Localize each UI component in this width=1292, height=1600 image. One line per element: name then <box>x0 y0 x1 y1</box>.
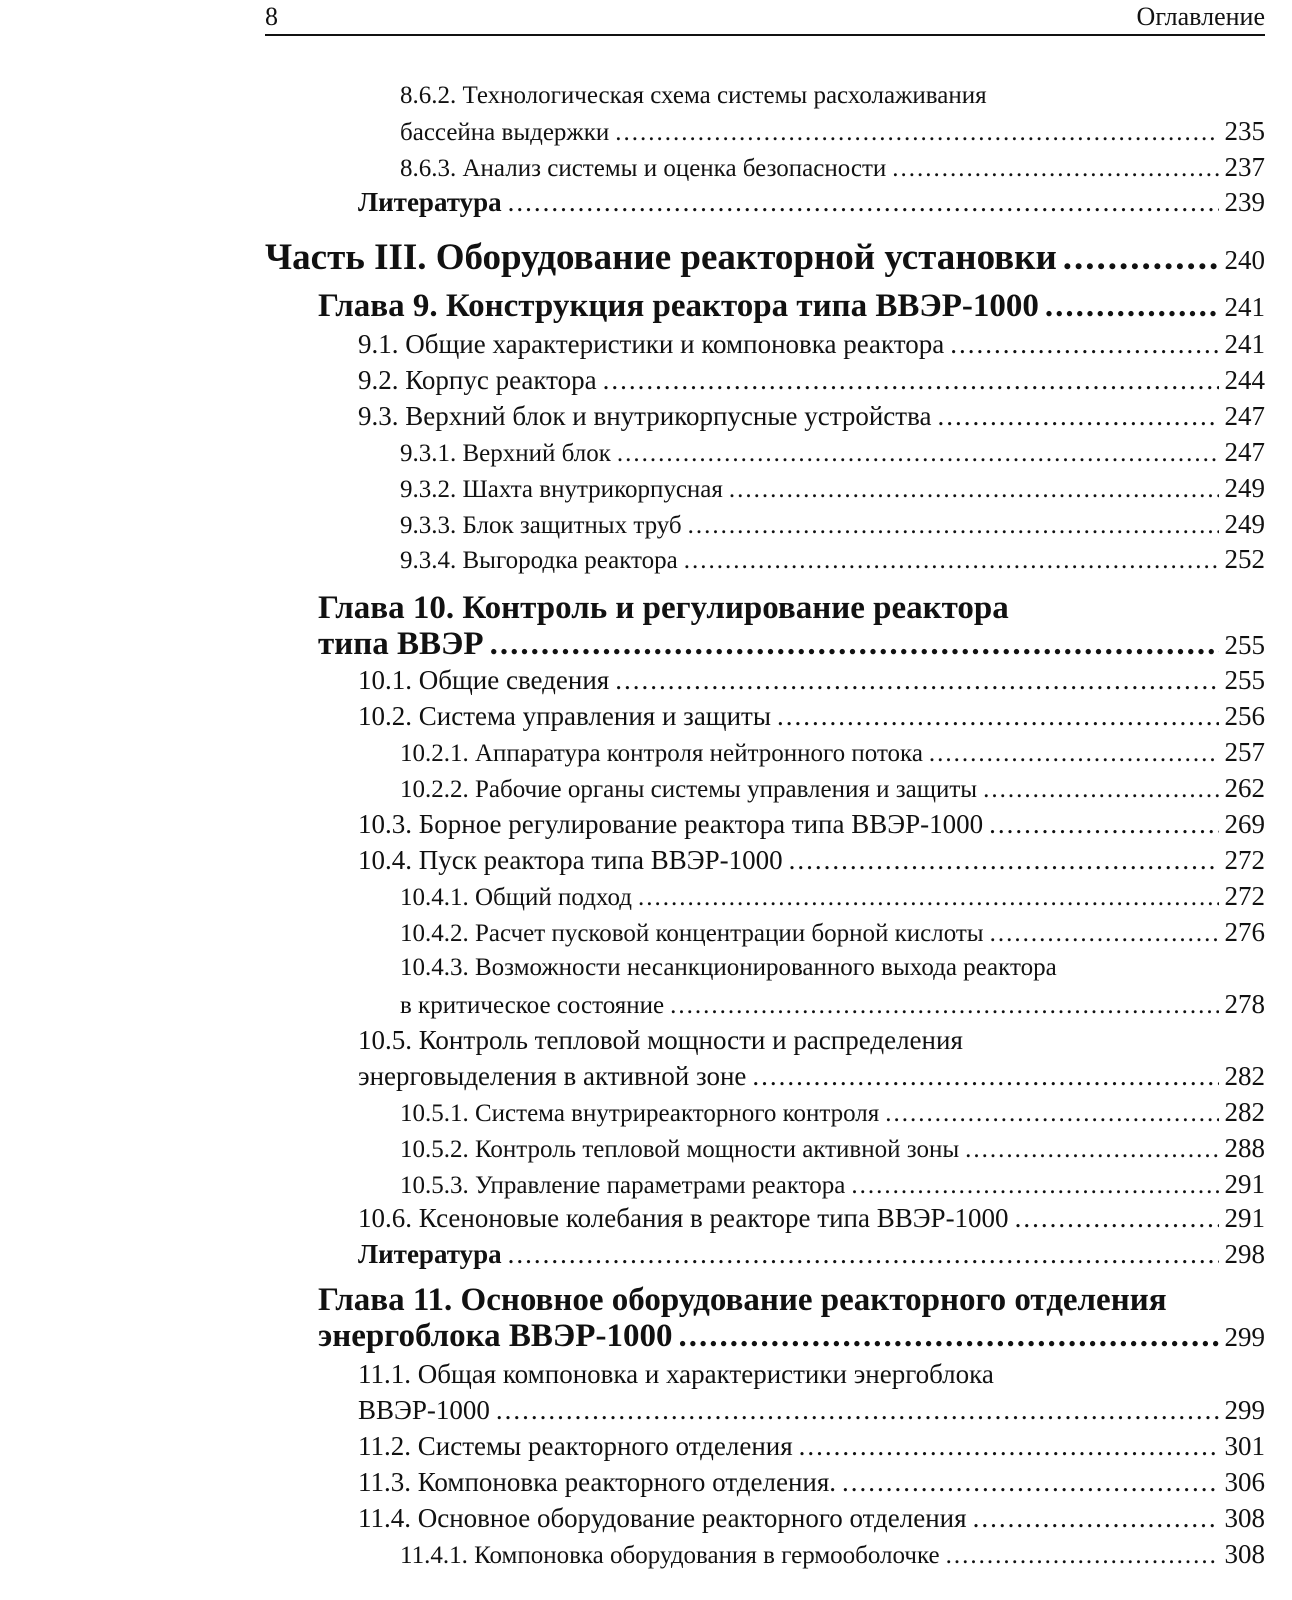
toc-entry <box>358 1236 1265 1272</box>
toc-entry-page: 247 <box>1224 437 1265 467</box>
toc-entry-title: 10.2.2. Рабочие органы системы управления и защиты <box>400 776 978 803</box>
toc-entry-title: энерговыделения в активной зоне <box>358 1061 747 1091</box>
toc-entry-title: бассейна выдержки <box>400 119 610 146</box>
dot-leader <box>799 1428 1219 1464</box>
dot-leader <box>937 398 1218 434</box>
dot-leader <box>973 1500 1219 1536</box>
dot-leader <box>892 151 1218 187</box>
toc-entry <box>358 1428 1265 1464</box>
toc-entry-page: 237 <box>1224 152 1265 182</box>
dot-leader <box>688 508 1219 544</box>
toc-entry-title: 11.4.1. Компоновка оборудования в гермооболочке <box>400 1542 940 1569</box>
toc-entry-title: 10.5.2. Контроль тепловой мощности активной зоны <box>400 1136 960 1163</box>
dot-leader <box>508 1236 1219 1272</box>
dot-leader <box>983 772 1218 808</box>
toc-entry-title: в критическое состояние <box>400 992 665 1019</box>
toc-entry-page: 272 <box>1224 881 1265 911</box>
toc-entry <box>358 326 1265 362</box>
toc-entry-title: 10.5.3. Управление параметрами реактора <box>400 1172 846 1199</box>
toc-entry-title: Глава 11. Основное оборудование реакторного отделения <box>318 1282 1167 1318</box>
toc-entry <box>358 1464 1265 1500</box>
toc-entry-page: 282 <box>1224 1061 1265 1091</box>
toc-entry <box>358 1058 1265 1094</box>
toc-entry-title: Глава 10. Контроль и регулирование реактора <box>318 590 1009 626</box>
toc-entry <box>358 842 1265 878</box>
toc-entry <box>400 734 1265 770</box>
toc-entry <box>265 236 1265 280</box>
toc-entry-page: 239 <box>1224 187 1265 217</box>
toc-entry <box>358 1022 963 1058</box>
toc-entry-title: 9.3.3. Блок защитных труб <box>400 512 682 539</box>
toc-entry-page: 272 <box>1224 845 1265 875</box>
dot-leader <box>1045 286 1219 326</box>
toc-entry <box>318 1316 1265 1356</box>
toc-entry <box>358 1500 1265 1536</box>
toc-entry-title: 9.3.1. Верхний блок <box>400 440 611 467</box>
toc-entry-title: Литература <box>358 1239 502 1269</box>
dot-leader <box>603 362 1219 398</box>
toc-entry-title: 10.1. Общие сведения <box>358 665 610 695</box>
toc-entry <box>400 1166 1265 1202</box>
toc-entry <box>358 806 1265 842</box>
toc-entry-title: 9.3.4. Выгородка реактора <box>400 547 678 574</box>
toc-entry <box>400 878 1265 914</box>
dot-leader <box>615 115 1218 151</box>
toc-entry <box>400 78 987 114</box>
toc-entry <box>400 506 1265 542</box>
toc-entry-page: 235 <box>1224 116 1265 146</box>
toc-entry-page: 244 <box>1224 365 1265 395</box>
dot-leader <box>615 662 1218 698</box>
dot-leader <box>678 1316 1218 1356</box>
toc-entry <box>400 113 1265 149</box>
toc-entry <box>358 698 1265 734</box>
toc-entry <box>400 149 1265 185</box>
toc-entry <box>318 624 1265 664</box>
dot-leader <box>950 326 1218 362</box>
toc-entry-title: 10.5.1. Система внутриреакторного контроля <box>400 1100 880 1127</box>
toc-entry <box>400 770 1265 806</box>
toc-entry <box>358 1200 1265 1236</box>
toc-entry-page: 262 <box>1224 773 1265 803</box>
toc-entry-title: 10.4. Пуск реактора типа ВВЭР-1000 <box>358 845 783 875</box>
toc-entry-title: Часть III. Оборудование реакторной установки <box>265 237 1057 278</box>
toc-entry-title: 9.2. Корпус реактора <box>358 365 597 395</box>
dot-leader <box>490 624 1219 664</box>
dot-leader <box>752 1058 1218 1094</box>
toc-entry-title: 11.2. Системы реакторного отделения <box>358 1431 793 1461</box>
dot-leader <box>929 736 1219 772</box>
dot-leader <box>965 1132 1218 1168</box>
toc-entry <box>400 470 1265 506</box>
toc-entry-page: 240 <box>1224 245 1265 275</box>
toc-entry-page: 308 <box>1224 1539 1265 1569</box>
toc-entry <box>400 541 1265 577</box>
toc-entry-title: 10.5. Контроль тепловой мощности и распределения <box>358 1025 963 1055</box>
toc-entry-page: 255 <box>1224 630 1265 660</box>
toc-entry <box>400 1536 1265 1572</box>
toc-entry <box>358 662 1265 698</box>
page-number: 8 <box>265 2 278 31</box>
toc-entry <box>318 588 1009 628</box>
toc-entry-page: 256 <box>1224 701 1265 731</box>
toc-entry-page: 282 <box>1224 1097 1265 1127</box>
toc-entry <box>400 434 1265 470</box>
toc-entry-page: 247 <box>1224 401 1265 431</box>
toc-entry-title: 10.4.1. Общий подход <box>400 884 632 911</box>
toc-entry-page: 241 <box>1224 292 1265 322</box>
toc-entry-page: 299 <box>1224 1322 1265 1352</box>
toc-entry-page: 269 <box>1224 809 1265 839</box>
toc-entry-page: 306 <box>1224 1467 1265 1497</box>
toc-entry-page: 241 <box>1224 329 1265 359</box>
dot-leader <box>990 916 1219 952</box>
dot-leader <box>842 1464 1218 1500</box>
dot-leader <box>1015 1200 1219 1236</box>
toc-entry-page: 276 <box>1224 917 1265 947</box>
toc-entry-title: Литература <box>358 187 502 217</box>
toc-entry-title: ВВЭР-1000 <box>358 1395 490 1425</box>
dot-leader <box>684 543 1219 579</box>
dot-leader <box>946 1538 1219 1574</box>
toc-entry <box>358 362 1265 398</box>
toc-entry-title: Глава 9. Конструкция реактора типа ВВЭР-1000 <box>318 288 1039 324</box>
toc-entry-page: 301 <box>1224 1431 1265 1461</box>
toc-entry <box>358 398 1265 434</box>
toc-entry-page: 291 <box>1224 1169 1265 1199</box>
toc-entry <box>318 1280 1167 1320</box>
toc-entry-page: 291 <box>1224 1203 1265 1233</box>
toc-entry-title: 11.4. Основное оборудование реакторного отделения <box>358 1503 967 1533</box>
toc-entry-title: энергоблока ВВЭР-1000 <box>318 1318 673 1354</box>
toc-entry-page: 252 <box>1224 544 1265 574</box>
toc-entry-title: 10.2. Система управления и защиты <box>358 701 771 731</box>
toc-entry-title: 8.6.2. Технологическая схема системы расхолаживания <box>400 82 987 109</box>
dot-leader <box>851 1168 1218 1204</box>
toc-entry-title: 10.6. Ксеноновые колебания в реакторе типа ВВЭР-1000 <box>358 1203 1009 1233</box>
toc-entry <box>400 1130 1265 1166</box>
toc-entry-page: 298 <box>1224 1239 1265 1269</box>
toc-entry <box>318 286 1265 326</box>
toc-entry-title: 8.6.3. Анализ системы и оценка безопасности <box>400 155 887 182</box>
toc-entry-page: 249 <box>1224 509 1265 539</box>
toc-entry-title: 11.3. Компоновка реакторного отделения. <box>358 1467 837 1497</box>
dot-leader <box>777 698 1219 734</box>
toc-entry-title: 10.4.3. Возможности несанкционированного выхода реактора <box>400 954 1057 981</box>
dot-leader <box>508 184 1219 220</box>
toc-entry-title: 9.3.2. Шахта внутрикорпусная <box>400 476 723 503</box>
dot-leader <box>617 436 1219 472</box>
toc-entry-title: 9.1. Общие характеристики и компоновка реактора <box>358 329 945 359</box>
toc-entry-title: 10.4.2. Расчет пусковой концентрации борной кислоты <box>400 920 984 947</box>
toc-entry-title: 10.2.1. Аппаратура контроля нейтронного потока <box>400 740 923 767</box>
toc-entry <box>358 184 1265 220</box>
toc-entry <box>358 1392 1265 1428</box>
toc-entry-page: 308 <box>1224 1503 1265 1533</box>
running-head-title: Оглавление <box>1136 2 1265 31</box>
dot-leader <box>729 472 1219 508</box>
toc-entry <box>400 986 1265 1022</box>
toc-entry-page: 288 <box>1224 1133 1265 1163</box>
toc-entry-page: 299 <box>1224 1395 1265 1425</box>
toc-entry <box>400 914 1265 950</box>
toc-entry <box>400 1094 1265 1130</box>
toc-entry-title: 11.1. Общая компоновка и характеристики энергоблока <box>358 1359 994 1389</box>
toc-entry-title: 10.3. Борное регулирование реактора типа ВВЭР-1000 <box>358 809 984 839</box>
dot-leader <box>496 1392 1219 1428</box>
toc-entry-title: типа ВВЭР <box>318 626 484 662</box>
toc-entry <box>400 950 1057 986</box>
toc-entry-title: 9.3. Верхний блок и внутрикорпусные устройства <box>358 401 932 431</box>
dot-leader <box>885 1096 1218 1132</box>
toc-entry-page: 278 <box>1224 989 1265 1019</box>
dot-leader <box>989 806 1218 842</box>
toc-entry <box>358 1356 994 1392</box>
dot-leader <box>638 880 1219 916</box>
dot-leader <box>789 842 1219 878</box>
toc-entry-page: 257 <box>1224 737 1265 767</box>
dot-leader <box>1063 236 1219 280</box>
toc-entry-page: 249 <box>1224 473 1265 503</box>
dot-leader <box>670 988 1218 1024</box>
toc-entry-page: 255 <box>1224 665 1265 695</box>
